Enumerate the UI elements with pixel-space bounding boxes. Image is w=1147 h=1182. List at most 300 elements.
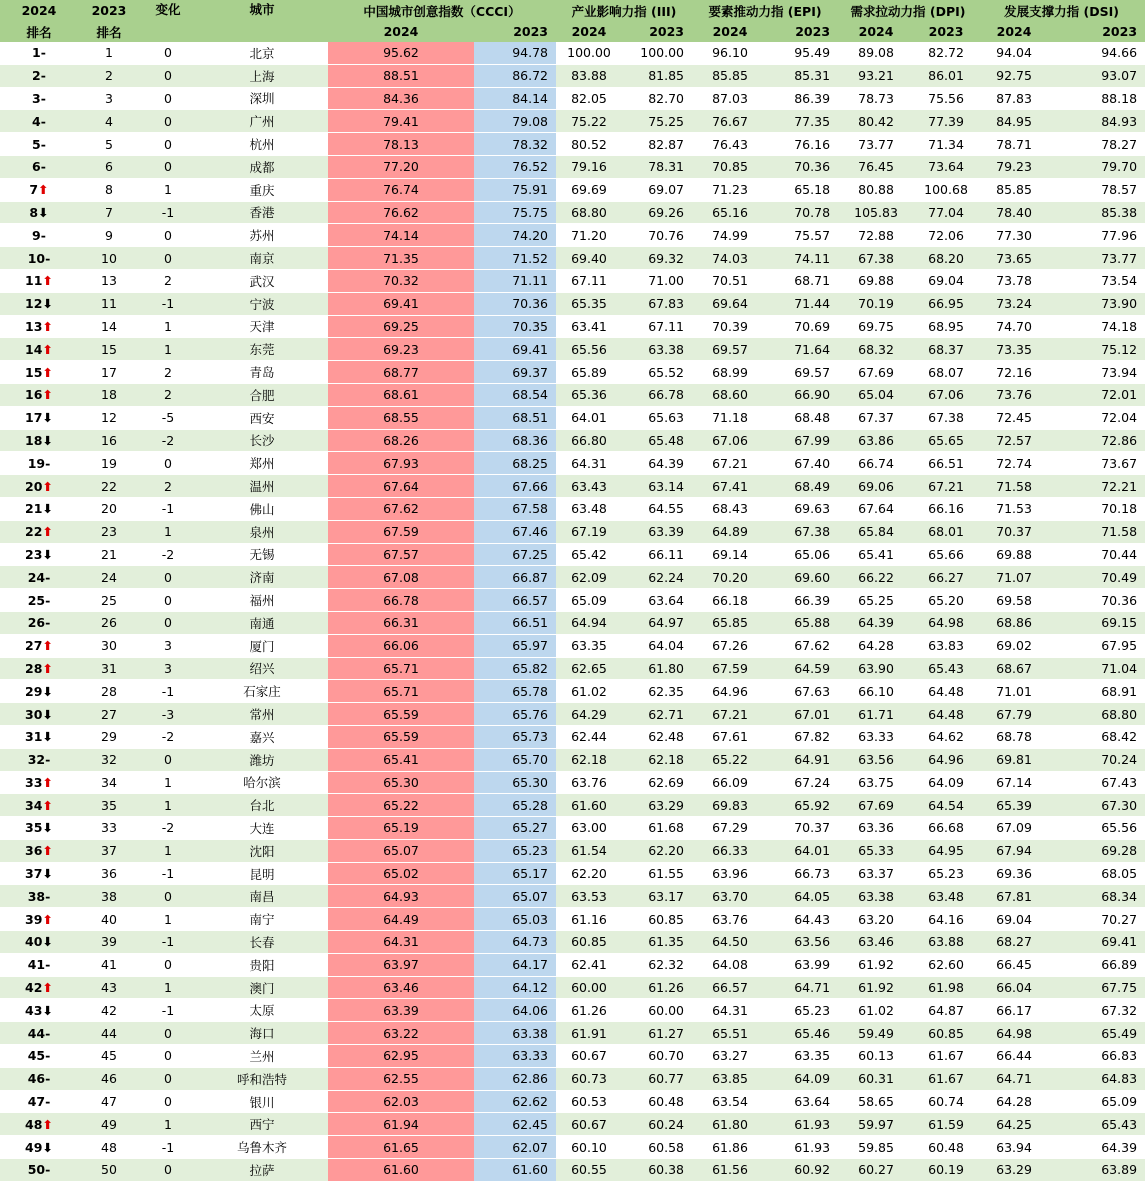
epi-2023-cell: 67.82 [768,725,838,748]
iii-2023-cell: 62.71 [622,703,692,726]
iii-2024-cell: 67.11 [556,269,622,292]
iii-2024-cell: 61.91 [556,1022,622,1045]
ccci-2024-cell: 67.59 [328,520,474,543]
dpi-2024-cell: 58.65 [838,1090,914,1113]
iii-2023-cell: 82.70 [622,87,692,110]
epi-2024-cell: 67.26 [692,634,768,657]
dpi-2023-cell: 100.68 [914,178,978,201]
header-city: 城市 [196,0,328,42]
dpi-2023-cell: 64.09 [914,771,978,794]
iii-2023-cell: 67.11 [622,315,692,338]
epi-2023-cell: 67.40 [768,452,838,475]
rank-2024-cell [0,292,78,315]
city-cell: 拉萨 [196,1159,328,1182]
iii-2024-cell: 60.67 [556,1045,622,1068]
ccci-2023-cell: 67.25 [474,543,556,566]
rank-2024-value: 24 [27,569,46,585]
change-cell: -1 [140,931,196,954]
no-change-dash: - [45,1025,51,1041]
rank-2024-cell [0,155,78,178]
table-row [0,1067,1145,1090]
header-rank-2023: 2023 [78,0,140,21]
dsi-2024-cell: 64.25 [978,1113,1050,1136]
dpi-2024-cell: 65.33 [838,839,914,862]
dpi-2024-cell: 69.75 [838,315,914,338]
iii-2023-cell: 65.52 [622,361,692,384]
dsi-2024-cell: 85.85 [978,178,1050,201]
change-cell: 2 [140,475,196,498]
iii-2024-cell: 100.00 [556,42,622,64]
city-cell: 苏州 [196,224,328,247]
table-row [0,224,1145,247]
header-ccci: 中国城市创意指数（CCCI） [328,0,556,21]
change-cell: -1 [140,292,196,315]
iii-2024-cell: 63.00 [556,817,622,840]
change-cell: 0 [140,452,196,475]
ccci-2024-cell: 66.78 [328,589,474,612]
ccci-2024-cell: 63.46 [328,976,474,999]
ccci-2024-cell: 61.65 [328,1136,474,1159]
change-cell: 2 [140,383,196,406]
dpi-2023-cell: 64.98 [914,611,978,634]
epi-2023-cell: 68.48 [768,406,838,429]
ccci-2023-cell: 94.78 [474,42,556,64]
dsi-2023-cell: 72.86 [1050,429,1145,452]
rank-2023-cell: 43 [78,976,140,999]
rank-2024-value: 36 [25,843,43,859]
dsi-2023-cell: 70.44 [1050,543,1145,566]
dpi-2024-cell: 61.02 [838,999,914,1022]
city-cell: 武汉 [196,269,328,292]
city-cell: 香港 [196,201,328,224]
rank-2024-value: 23 [25,546,43,562]
rank-2024-cell [0,1136,78,1159]
dpi-2023-cell: 61.59 [914,1113,978,1136]
city-cell: 宁波 [196,292,328,315]
dsi-2024-cell: 72.45 [978,406,1050,429]
rank-2024-value: 10 [27,250,46,266]
iii-2024-cell: 79.16 [556,155,622,178]
dsi-2024-cell: 71.01 [978,680,1050,703]
table-row [0,1022,1145,1045]
dpi-2024-cell: 59.97 [838,1113,914,1136]
city-cell: 南宁 [196,908,328,931]
ccci-2023-cell: 64.06 [474,999,556,1022]
rank-2024-value: 9 [32,227,41,243]
dsi-2023-cell: 67.75 [1050,976,1145,999]
rank-2023-cell: 6 [78,155,140,178]
dpi-2024-cell: 69.06 [838,475,914,498]
ccci-2023-cell: 86.72 [474,64,556,87]
dsi-2023-cell: 78.27 [1050,133,1145,156]
no-change-dash: - [40,68,46,84]
rank-2024-cell [0,976,78,999]
change-cell: -1 [140,201,196,224]
ccci-2023-cell: 70.36 [474,292,556,315]
rank-2024-cell [0,771,78,794]
city-cell: 西宁 [196,1113,328,1136]
dpi-2023-cell: 65.65 [914,429,978,452]
change-cell: 0 [140,155,196,178]
epi-2024-cell: 69.64 [692,292,768,315]
dsi-2023-cell: 71.58 [1050,520,1145,543]
ccci-2024-cell: 66.31 [328,611,474,634]
rank-2024-cell [0,839,78,862]
city-cell: 重庆 [196,178,328,201]
dsi-2023-cell: 65.43 [1050,1113,1145,1136]
table-row [0,133,1145,156]
ccci-2024-cell: 84.36 [328,87,474,110]
dpi-2024-cell: 67.38 [838,247,914,270]
arrow-down-icon: ⬇ [42,296,53,312]
rank-2024-value: 2 [32,68,41,84]
change-cell: 0 [140,1022,196,1045]
dpi-2024-cell: 64.28 [838,634,914,657]
dpi-2024-cell: 68.32 [838,338,914,361]
rank-2024-cell [0,703,78,726]
arrow-up-icon: ⬆ [42,797,53,813]
rank-2024-cell [0,862,78,885]
rank-2024-value: 16 [25,387,43,403]
epi-2024-cell: 64.89 [692,520,768,543]
dpi-2023-cell: 65.23 [914,862,978,885]
ccci-2024-cell: 68.77 [328,361,474,384]
arrow-up-icon: ⬆ [42,1116,53,1132]
table-row [0,657,1145,680]
change-cell: -2 [140,543,196,566]
change-cell: 0 [140,611,196,634]
dpi-2023-cell: 64.48 [914,680,978,703]
epi-2023-cell: 69.60 [768,566,838,589]
dsi-2023-cell: 65.56 [1050,817,1145,840]
iii-2023-cell: 60.70 [622,1045,692,1068]
table-row [0,680,1145,703]
dpi-2023-cell: 65.66 [914,543,978,566]
change-cell: 0 [140,1045,196,1068]
arrow-up-icon: ⬆ [42,364,53,380]
city-cell: 温州 [196,475,328,498]
ccci-2023-cell: 65.03 [474,908,556,931]
table-row [0,634,1145,657]
change-cell: -5 [140,406,196,429]
rank-2024-cell [0,999,78,1022]
dsi-2024-cell: 66.17 [978,999,1050,1022]
table-row [0,87,1145,110]
city-cell: 南通 [196,611,328,634]
ccci-2024-cell: 67.64 [328,475,474,498]
table-row [0,110,1145,133]
ccci-2024-cell: 65.19 [328,817,474,840]
arrow-down-icon: ⬇ [42,683,53,699]
rank-2024-value: 25 [27,592,46,608]
rank-2023-cell: 21 [78,543,140,566]
iii-2024-cell: 63.41 [556,315,622,338]
epi-2023-cell: 65.18 [768,178,838,201]
epi-2024-cell: 68.60 [692,383,768,406]
city-cell: 兰州 [196,1045,328,1068]
rank-2024-cell [0,543,78,566]
rank-2024-value: 37 [25,866,43,882]
rank-2024-value: 31 [25,729,43,745]
rank-2023-cell: 37 [78,839,140,862]
dsi-2023-cell: 67.43 [1050,771,1145,794]
rank-2023-cell: 1 [78,42,140,64]
no-change-dash: - [40,45,46,61]
dsi-2024-cell: 78.40 [978,201,1050,224]
epi-2024-cell: 64.08 [692,953,768,976]
dpi-2023-cell: 64.54 [914,794,978,817]
table-row [0,953,1145,976]
dpi-2024-cell: 63.86 [838,429,914,452]
city-cell: 北京 [196,42,328,64]
dsi-2024-cell: 67.09 [978,817,1050,840]
epi-2023-cell: 68.49 [768,475,838,498]
rank-2024-value: 47 [27,1094,46,1110]
ccci-2023-cell: 65.73 [474,725,556,748]
change-cell: 1 [140,1113,196,1136]
dsi-2024-cell: 84.95 [978,110,1050,133]
rank-2024-value: 29 [25,683,43,699]
epi-2023-cell: 65.23 [768,999,838,1022]
rank-2024-cell [0,1113,78,1136]
rank-2024-value: 41 [27,957,46,973]
rank-2023-cell: 19 [78,452,140,475]
dsi-2024-cell: 67.79 [978,703,1050,726]
city-cell: 贵阳 [196,953,328,976]
epi-2024-cell: 74.03 [692,247,768,270]
ccci-2023-cell: 65.97 [474,634,556,657]
dsi-2024-cell: 67.94 [978,839,1050,862]
epi-2024-cell: 64.50 [692,931,768,954]
dpi-2023-cell: 67.06 [914,383,978,406]
rank-2023-cell: 25 [78,589,140,612]
dpi-2024-cell: 67.69 [838,794,914,817]
ccci-2024-cell: 71.35 [328,247,474,270]
dpi-2023-cell: 61.98 [914,976,978,999]
city-cell: 海口 [196,1022,328,1045]
iii-2024-cell: 60.53 [556,1090,622,1113]
no-change-dash: - [45,1162,51,1178]
ccci-2023-cell: 74.20 [474,224,556,247]
city-cell: 呼和浩特 [196,1067,328,1090]
rank-2024-cell [0,1022,78,1045]
city-cell: 潍坊 [196,748,328,771]
arrow-down-icon: ⬇ [42,410,53,426]
iii-2023-cell: 61.55 [622,862,692,885]
dsi-2024-cell: 67.81 [978,885,1050,908]
header-dpi-2024: 2024 [838,21,914,42]
rank-2024-value: 21 [25,501,43,517]
dsi-2023-cell: 88.18 [1050,87,1145,110]
table-row [0,429,1145,452]
epi-2023-cell: 67.63 [768,680,838,703]
dsi-2024-cell: 73.76 [978,383,1050,406]
dsi-2023-cell: 73.90 [1050,292,1145,315]
epi-2024-cell: 87.03 [692,87,768,110]
dpi-2024-cell: 65.25 [838,589,914,612]
iii-2024-cell: 60.55 [556,1159,622,1182]
rank-2024-cell [0,817,78,840]
rank-2024-cell [0,269,78,292]
arrow-down-icon: ⬇ [42,432,53,448]
rank-2023-cell: 27 [78,703,140,726]
iii-2024-cell: 65.56 [556,338,622,361]
iii-2023-cell: 69.07 [622,178,692,201]
ccci-2024-cell: 68.61 [328,383,474,406]
iii-2023-cell: 60.58 [622,1136,692,1159]
rank-2024-cell [0,885,78,908]
epi-2023-cell: 75.57 [768,224,838,247]
iii-2023-cell: 78.31 [622,155,692,178]
dsi-2023-cell: 73.67 [1050,452,1145,475]
rank-2023-cell: 11 [78,292,140,315]
header-dsi: 发展支撑力指 (DSI) [978,0,1145,21]
table-row [0,338,1145,361]
change-cell: -1 [140,497,196,520]
dpi-2024-cell: 78.73 [838,87,914,110]
dsi-2024-cell: 71.07 [978,566,1050,589]
dpi-2024-cell: 67.69 [838,361,914,384]
change-cell: 0 [140,748,196,771]
ccci-2023-cell: 65.27 [474,817,556,840]
iii-2024-cell: 80.52 [556,133,622,156]
epi-2023-cell: 63.56 [768,931,838,954]
iii-2023-cell: 61.26 [622,976,692,999]
city-cell: 石家庄 [196,680,328,703]
epi-2024-cell: 65.51 [692,1022,768,1045]
no-change-dash: - [45,1094,51,1110]
ccci-2023-cell: 68.51 [474,406,556,429]
table-row [0,383,1145,406]
arrow-up-icon: ⬆ [38,182,49,198]
change-cell: 2 [140,269,196,292]
dpi-2024-cell: 105.83 [838,201,914,224]
rank-2023-cell: 13 [78,269,140,292]
rank-2024-cell [0,1045,78,1068]
dpi-2024-cell: 59.49 [838,1022,914,1045]
epi-2024-cell: 68.43 [692,497,768,520]
dpi-2024-cell: 63.56 [838,748,914,771]
ccci-2024-cell: 64.49 [328,908,474,931]
rank-2023-cell: 49 [78,1113,140,1136]
dsi-2023-cell: 69.41 [1050,931,1145,954]
iii-2024-cell: 69.40 [556,247,622,270]
change-cell: 0 [140,64,196,87]
rank-2023-cell: 40 [78,908,140,931]
epi-2024-cell: 61.86 [692,1136,768,1159]
epi-2023-cell: 67.01 [768,703,838,726]
epi-2023-cell: 70.78 [768,201,838,224]
change-cell: 0 [140,953,196,976]
rank-2024-value: 28 [25,660,43,676]
dsi-2023-cell: 78.57 [1050,178,1145,201]
dpi-2023-cell: 60.19 [914,1159,978,1182]
dsi-2023-cell: 69.28 [1050,839,1145,862]
epi-2024-cell: 63.54 [692,1090,768,1113]
ccci-2023-cell: 79.08 [474,110,556,133]
epi-2023-cell: 63.35 [768,1045,838,1068]
epi-2024-cell: 70.85 [692,155,768,178]
iii-2023-cell: 69.32 [622,247,692,270]
rank-2024-cell [0,1159,78,1182]
ccci-2024-cell: 61.94 [328,1113,474,1136]
change-cell: 2 [140,361,196,384]
iii-2024-cell: 71.20 [556,224,622,247]
rank-2023-cell: 16 [78,429,140,452]
rank-2024-cell [0,383,78,406]
ccci-2023-cell: 64.17 [474,953,556,976]
ccci-2023-cell: 62.45 [474,1113,556,1136]
header-dpi: 需求拉动力指 (DPI) [838,0,978,21]
iii-2023-cell: 60.00 [622,999,692,1022]
iii-2023-cell: 67.83 [622,292,692,315]
arrow-up-icon: ⬆ [42,524,53,540]
header-rank-2023-sub: 排名 [78,21,140,42]
dpi-2024-cell: 63.38 [838,885,914,908]
no-change-dash: - [45,592,51,608]
dsi-2023-cell: 74.18 [1050,315,1145,338]
rank-2023-cell: 39 [78,931,140,954]
change-cell: 1 [140,976,196,999]
arrow-up-icon: ⬆ [42,478,53,494]
ccci-2023-cell: 71.52 [474,247,556,270]
epi-2024-cell: 67.29 [692,817,768,840]
dsi-2024-cell: 63.29 [978,1159,1050,1182]
dpi-2024-cell: 60.27 [838,1159,914,1182]
city-cell: 成都 [196,155,328,178]
rank-2024-value: 49 [25,1139,43,1155]
city-cell: 长沙 [196,429,328,452]
header-rank-2024-sub: 排名 [0,21,78,42]
ccci-2024-cell: 62.03 [328,1090,474,1113]
rank-2024-cell [0,247,78,270]
no-change-dash: - [45,569,51,585]
rank-2024-value: 35 [25,820,43,836]
no-change-dash: - [45,888,51,904]
dpi-2024-cell: 60.31 [838,1067,914,1090]
iii-2024-cell: 63.53 [556,885,622,908]
dpi-2023-cell: 67.21 [914,475,978,498]
iii-2024-cell: 60.67 [556,1113,622,1136]
rank-2024-value: 1 [32,45,41,61]
ccci-2024-cell: 65.30 [328,771,474,794]
ccci-2023-cell: 75.91 [474,178,556,201]
epi-2023-cell: 70.69 [768,315,838,338]
epi-2024-cell: 70.39 [692,315,768,338]
ccci-2024-cell: 68.26 [328,429,474,452]
arrow-up-icon: ⬆ [42,341,53,357]
table-row [0,1045,1145,1068]
iii-2023-cell: 64.04 [622,634,692,657]
table-row [0,361,1145,384]
rank-2023-cell: 44 [78,1022,140,1045]
dpi-2023-cell: 82.72 [914,42,978,64]
ccci-2024-cell: 65.41 [328,748,474,771]
dsi-2023-cell: 72.21 [1050,475,1145,498]
iii-2023-cell: 61.27 [622,1022,692,1045]
dsi-2024-cell: 69.36 [978,862,1050,885]
iii-2024-cell: 63.43 [556,475,622,498]
dsi-2024-cell: 69.02 [978,634,1050,657]
iii-2024-cell: 62.09 [556,566,622,589]
ccci-2024-cell: 67.93 [328,452,474,475]
dpi-2024-cell: 63.33 [838,725,914,748]
epi-2023-cell: 65.46 [768,1022,838,1045]
iii-2023-cell: 60.48 [622,1090,692,1113]
no-change-dash: - [40,136,46,152]
dsi-2024-cell: 64.71 [978,1067,1050,1090]
dsi-2024-cell: 68.86 [978,611,1050,634]
